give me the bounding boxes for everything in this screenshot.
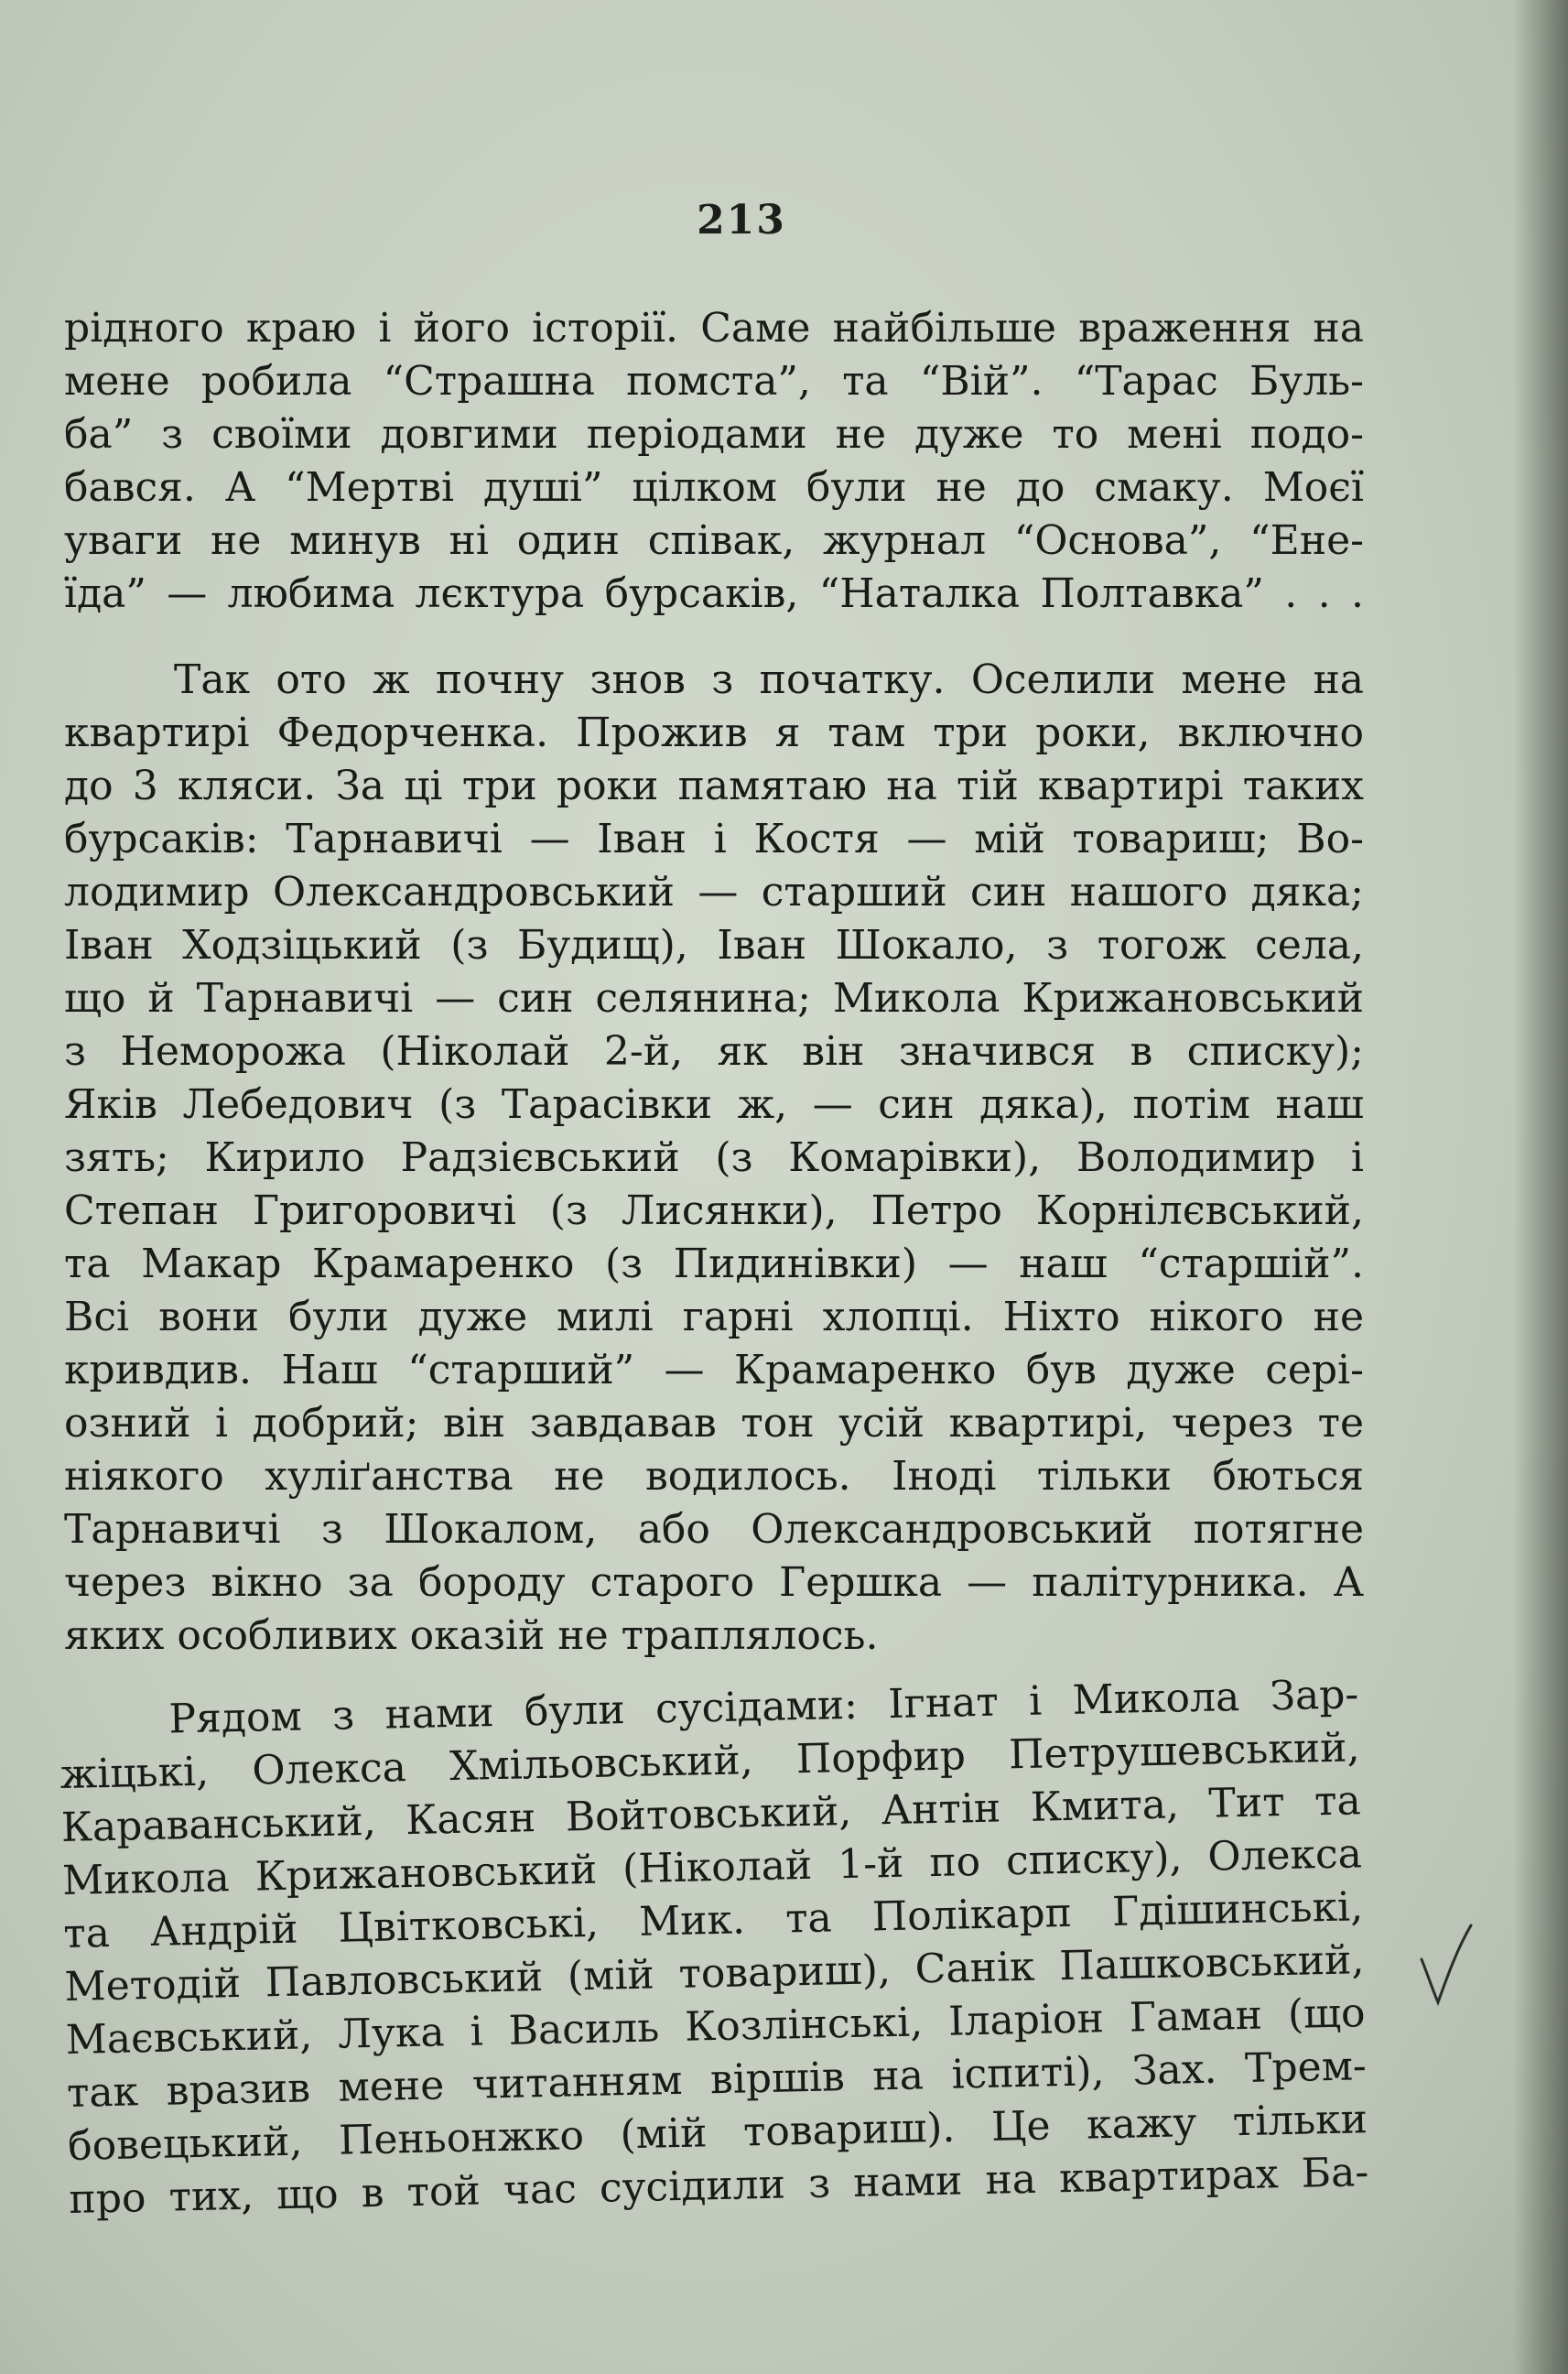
text-line: ніякого хуліґанства не водилось. Іноді тільки бються: [64, 1453, 1364, 1500]
text-line: яких особливих оказій не траплялось.: [64, 1612, 879, 1659]
paragraph-3: [59, 1668, 1369, 2227]
text-line: бався. А “Мертві душі” цілком були не до смаку. Моєї: [64, 464, 1364, 511]
text-line: Яків Лебедович (з Тарасівки ж, — син дяка), потім наш: [64, 1081, 1364, 1128]
text-line: їда” — любима лєктура бурсаків, “Наталка Полтавка” . . .: [64, 570, 1364, 617]
text-line: до 3 кляси. За ці три роки памятаю на тій квартирі таких: [64, 763, 1364, 809]
text-line: Караванський, Касян Войтовський, Антін Кмита, Тит та: [60, 1777, 1362, 1852]
text-line: та Андрій Цвітковські, Мик. та Полікарп Гдішинські,: [62, 1883, 1364, 1958]
text-line: Рядом з нами були сусідами: Ігнат і Микола Зар-: [168, 1671, 1359, 1743]
paragraph-1: [64, 302, 1364, 621]
text-line: Тарнавичі з Шокалом, або Олександровський потягне: [64, 1506, 1364, 1553]
text-line: Степан Григоровичі (з Лисянки), Петро Корнілєвський,: [64, 1187, 1364, 1234]
text-line: рідного краю і його історії. Саме найбільше враження на: [64, 305, 1364, 352]
text-line: з Неморожа (Ніколай 2-й, як він значився в списку);: [64, 1028, 1364, 1075]
text-line: озний і добрий; він завдавав тон усій квартирі, через те: [64, 1400, 1364, 1447]
text-line: бурсаків: Тарнавичі — Іван і Костя — мій товариш; Во-: [64, 816, 1364, 862]
text-line: Всі вони були дуже милі гарні хлопці. Ніхто нікого не: [64, 1294, 1364, 1340]
text-line: Микола Крижановський (Ніколай 1-й по списку), Олекса: [61, 1830, 1363, 1905]
text-line: квартирі Федорченка. Прожив я там три роки, включно: [64, 710, 1364, 756]
text-line: Методій Павловський (мій товариш), Санік Пашковський,: [64, 1936, 1365, 2011]
text-line: уваги не минув ні один співак, журнал “Основа”, “Ене-: [64, 517, 1364, 564]
text-line: мене робила “Страшна помста”, та “Вій”. “Тарас Буль-: [64, 358, 1364, 405]
text-line: Іван Ходзіцький (з Будищ), Іван Шокало, з тогож села,: [64, 922, 1364, 969]
text-line: Маєвський, Лука і Василь Козлінські, Іларіон Гаман (що: [65, 1989, 1367, 2064]
text-line: жіцькі, Олекса Хмільовський, Порфир Петрушевський,: [59, 1724, 1360, 1799]
text-line: Так ото ж почну знов з початку. Оселили мене на: [174, 656, 1364, 703]
text-line: про тих, що в той час сусідили з нами на квартирах Ба-: [68, 2149, 1369, 2223]
text-line: що й Тарнавичі — син селянина; Микола Крижановський: [64, 975, 1364, 1022]
text-line: так вразив мене читанням віршів на іспиті), Зах. Трем-: [66, 2043, 1368, 2117]
text-line: зять; Кирило Радзієвський (з Комарівки), Володимир і: [64, 1134, 1364, 1181]
text-line: кривдив. Наш “старший” — Крамаренко був дуже сері-: [64, 1347, 1364, 1393]
body-text: [59, 302, 1369, 2260]
text-line: бовецький, Пеньонжко (мій товариш). Це кажу тільки: [67, 2096, 1368, 2170]
text-line: та Макар Крамаренко (з Пидинівки) — наш “старшій”.: [64, 1241, 1364, 1287]
page-shadow-edge: [1513, 0, 1568, 2374]
page-number: 213: [697, 197, 786, 244]
pencil-checkmark-icon: [1414, 1918, 1478, 2010]
text-line: через вікно за бороду старого Гершка — палітурника. А: [64, 1559, 1364, 1606]
paragraph-2: [64, 654, 1364, 1663]
text-line: ба” з своїми довгими періодами не дуже то мені подо-: [64, 411, 1364, 458]
text-line: лодимир Олександровський — старший син нашого дяка;: [64, 869, 1364, 916]
